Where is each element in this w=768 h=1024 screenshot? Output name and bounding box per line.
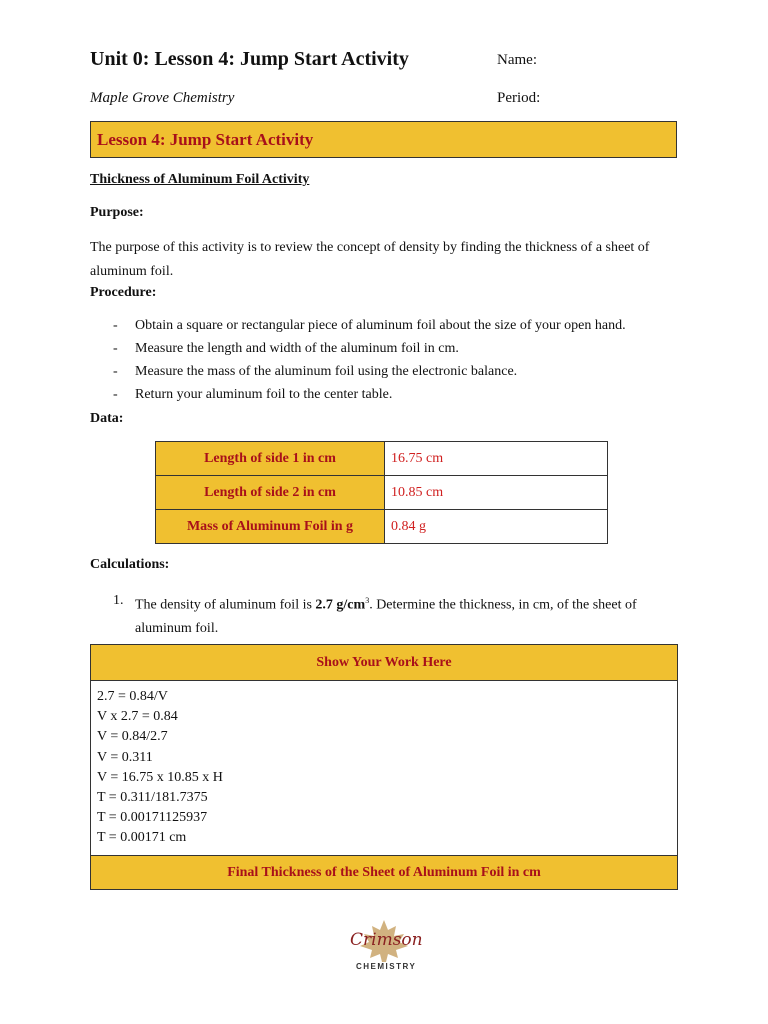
- course-subtitle: Maple Grove Chemistry: [90, 90, 235, 106]
- procedure-step: [90, 383, 690, 406]
- work-line: T = 0.00171 cm: [97, 830, 187, 846]
- work-box: [90, 644, 678, 890]
- period-label: Period:: [497, 90, 541, 106]
- work-line: T = 0.00171125937: [97, 810, 208, 826]
- question-text: [135, 589, 680, 640]
- procedure-step: [90, 360, 690, 383]
- final-thickness-label: Final Thickness of the Sheet of Aluminum Foil in cm: [91, 856, 677, 889]
- work-area: [91, 681, 677, 856]
- procedure-step: [90, 337, 690, 360]
- procedure-step-text: Measure the mass of the aluminum foil using the electronic balance.: [135, 364, 518, 379]
- question-text-before: The density of aluminum foil is: [135, 597, 316, 613]
- procedure-list: [90, 314, 690, 406]
- procedure-heading: Procedure:: [90, 285, 157, 300]
- lesson-banner-text: Lesson 4: Jump Start Activity: [97, 129, 314, 149]
- data-label-cell: Mass of Aluminum Foil in g: [156, 510, 385, 544]
- table-row: [156, 442, 608, 476]
- page-title: Unit 0: Lesson 4: Jump Start Activity: [90, 48, 409, 70]
- bullet-dash: -: [113, 341, 118, 356]
- bullet-dash: -: [113, 364, 118, 379]
- work-line: V = 0.84/2.7: [97, 729, 168, 745]
- table-row: [156, 510, 608, 544]
- data-heading: Data:: [90, 411, 124, 426]
- purpose-text: The purpose of this activity is to review the concept of density by finding the thickness of a sheet of aluminum foil.: [90, 240, 650, 279]
- work-line: 2.7 = 0.84/V: [97, 689, 168, 704]
- work-line: T = 0.311/181.7375: [97, 790, 208, 806]
- density-value: 2.7 g/cm: [315, 597, 366, 613]
- crimson-chemistry-logo: [344, 918, 424, 978]
- data-value-cell: 16.75 cm: [385, 442, 608, 476]
- procedure-step: [90, 314, 690, 337]
- work-header: Show Your Work Here: [91, 645, 677, 681]
- question-text-after: . Determine the thickness, in cm, of the sheet of aluminum foil.: [135, 597, 637, 636]
- data-value-cell: 10.85 cm: [385, 476, 608, 510]
- work-line: V x 2.7 = 0.84: [97, 709, 178, 725]
- name-label: Name:: [497, 52, 537, 68]
- activity-title: Thickness of Aluminum Foil Activity: [90, 172, 310, 187]
- lesson-banner: [90, 121, 677, 158]
- logo-text: Crimson: [350, 930, 423, 950]
- question-number: 1.: [113, 593, 124, 608]
- density-exponent: 3: [365, 596, 370, 605]
- data-label-cell: Length of side 1 in cm: [156, 442, 385, 476]
- logo-subtext: CHEMISTRY: [356, 962, 417, 971]
- table-row: [156, 476, 608, 510]
- purpose-heading: Purpose:: [90, 205, 144, 220]
- procedure-step-text: Measure the length and width of the aluminum foil in cm.: [135, 341, 459, 356]
- procedure-step-text: Obtain a square or rectangular piece of aluminum foil about the size of your open hand.: [135, 318, 626, 333]
- bullet-dash: -: [113, 387, 118, 402]
- data-value-cell: 0.84 g: [385, 510, 608, 544]
- bullet-dash: -: [113, 318, 118, 333]
- work-line: V = 0.311: [97, 749, 153, 765]
- calculations-heading: Calculations:: [90, 557, 170, 572]
- data-label-cell: Length of side 2 in cm: [156, 476, 385, 510]
- work-line: V = 16.75 x 10.85 x H: [97, 769, 223, 785]
- data-table: [155, 441, 608, 544]
- procedure-step-text: Return your aluminum foil to the center table.: [135, 387, 393, 402]
